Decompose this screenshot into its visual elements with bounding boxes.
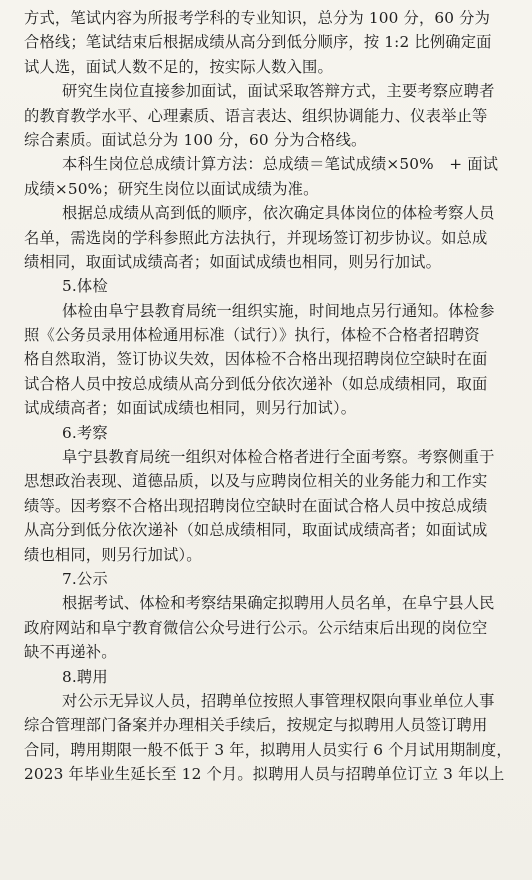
text-line-15: 试合格人员中按总成绩从高分到低分依次递补（如总成绩相同，取面 [24, 374, 488, 393]
text-line-26: 综合管理部门备案并办理相关手续后，按规定与拟聘用人员签订聘用 [24, 716, 488, 735]
section-heading-5: 5.体检 [62, 277, 108, 296]
text-line-06: 综合素质。面试总分为 100 分，60 分为合格线。 [24, 130, 367, 149]
text-line-10: 名单，需选岗的学科参照此方法执行，并现场签订初步协议。如总成 [24, 228, 488, 247]
text-line-05: 的教育教学水平、心理素质、语言表达、组织协调能力、仪表举止等 [24, 106, 488, 125]
section-heading-6: 6.考察 [62, 423, 108, 442]
text-line-16: 试成绩高者；如面试成绩也相同，则另行加试）。 [24, 399, 357, 418]
text-line-13: 照《公务员录用体检通用标准（试行）》执行，体检不合格者招聘资 [24, 326, 480, 345]
text-line-01: 方式，笔试内容为所报考学科的专业知识，总分为 100 分，60 分为 [24, 9, 491, 27]
text-line-22: 根据考试、体检和考察结果确定拟聘用人员名单，在阜宁县人民 [62, 594, 495, 613]
text-line-04: 研究生岗位直接参加面试，面试采取答辩方式，主要考察应聘者 [62, 82, 495, 101]
text-line-19: 绩等。因考察不合格出现招聘岗位空缺时在面试合格人员中按总成绩 [24, 496, 488, 515]
section-heading-8: 8.聘用 [62, 667, 108, 686]
text-line-24: 缺不再递补。 [24, 643, 117, 662]
text-line-07: 本科生岗位总成绩计算方法：总成绩＝笔试成绩×50% + 面试 [62, 155, 499, 174]
text-line-08: 成绩×50%；研究生岗位以面试成绩为准。 [24, 179, 319, 198]
text-line-14: 格自然取消，签订协议失效，因体检不合格出现招聘岗位空缺时在面 [24, 350, 488, 369]
text-line-21: 绩也相同，则另行加试）。 [24, 545, 202, 564]
text-line-20: 从高分到低分依次递补（如总成绩相同，取面试成绩高者；如面试成 [24, 521, 488, 540]
text-line-17: 阜宁县教育局统一组织对体检合格者进行全面考察。考察侧重于 [62, 448, 495, 467]
text-line-28: 2023 年毕业生延长至 12 个月。拟聘用人员与招聘单位订立 3 年以上 [24, 765, 505, 784]
text-line-11: 绩相同，取面试成绩高者；如面试成绩也相同，则另行加试。 [24, 252, 442, 271]
text-line-09: 根据总成绩从高到低的顺序，依次确定具体岗位的体检考察人员 [62, 204, 495, 223]
text-line-27: 合同，聘用期限一般不低于 3 年，拟聘用人员实行 6 个月试用期制度， [24, 740, 512, 759]
text-line-03: 试人选，面试人数不足的，按实际人数入围。 [24, 57, 333, 76]
text-line-18: 思想政治表现、道德品质，以及与应聘岗位相关的业务能力和工作实 [24, 472, 488, 491]
section-heading-7: 7.公示 [62, 569, 108, 588]
text-line-25: 对公示无异议人员，招聘单位按照人事管理权限向事业单位人事 [62, 691, 495, 710]
text-line-02: 合格线；笔试结束后根据成绩从高分到低分顺序，按 1:2 比例确定面 [24, 33, 492, 52]
text-line-23: 政府网站和阜宁教育微信公众号进行公示。公示结束后出现的岗位空 [24, 618, 488, 637]
text-line-12: 体检由阜宁县教育局统一组织实施，时间地点另行通知。体检参 [62, 301, 495, 320]
